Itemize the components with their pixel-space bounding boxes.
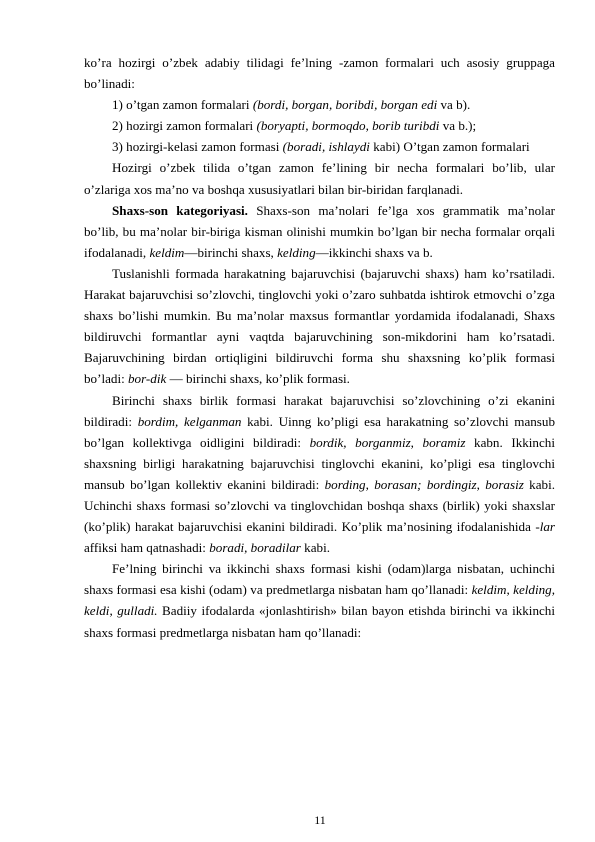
page-number: 11: [314, 813, 326, 827]
document-page: [84, 52, 555, 643]
list-item-present-tense: 2) hozirgi zamon formalari (boryapti, bormoqdo, borib turibdi va b.);: [112, 118, 477, 134]
list-item-present-future-tense: 3) hozirgi-kelasi zamon formasi (boradi, ishlaydi kabi) O’tgan zamon formalari: [112, 139, 530, 155]
list-item-past-tense: 1) o’tgan zamon formalari (bordi, borgan, boribdi, borgan edi va b).: [112, 97, 471, 113]
section-heading: Shaxs-son kategoriyasi.: [112, 202, 248, 218]
paragraph-first-person: Birinchi shaxs birlik formasi harakat bajaruvchisi so’zlovchining o’zi ekanini bildiradi: bordim, kelganman kabi. Uinng ko’pligi esa harakatning so’zlovchi mansub bo’lgan kollektivga oidligini bildiradi: bordik, borganmiz, boramiz kabn. Ikkinchi shaxsning birligi harakatning bajaruvchisi tinglovchi ekanini, ko’pligi esa tinglovchi mansub bo’lgan kollektiv ekanini bildiradi: bording, borasan; bordingiz, borasiz kabi. Uchinchi shaxs formasi so’zlovchi va tinglovchidan boshqa shaxs (birlik) yoki shaxslar (ko’plik) harakat bajaruvchisi ekanini bildiradi. Ko’plik ma’nosining ifodalanishida -lar affiksi ham qatnashadi: boradi, boradilar kabi.: [84, 392, 555, 556]
paragraph-conjugated-form: Tuslanishli formada harakatning bajaruvchisi (bajaruvchi shaxs) ham ko’rsatiladi. Harakat bajaruvchisi so’zlovchi, tinglovchi yoki o’zaro suhbatda ishtirok etmovchi o’zga shaxs bo’lishi mumkin. Bu ma’nolar maxsus formantlar yordamida ifodalanadi, Shaxs bildiruvchi formantlar ayni vaqtda bajaruvchining son-mikdorini ham ko’rsatadi. Bajaruvchining birdan ortiqligini bildiruvchi forma shu shaxsning ko’plik formasi bo’ladi: bor-dik — birinchi shaxs, ko’plik formasi.: [84, 265, 555, 387]
paragraph-past-forms: Hozirgi o’zbek tilida o’tgan zamon fe’lining bir necha formalari bo’lib, ular o’zlariga xos ma’no va boshqa xususiyatlari bilan bir-biridan farqlanadi.: [84, 160, 555, 197]
paragraph-usage: Fe’lning birinchi va ikkinchi shaxs formasi kishi (odam)larga nisbatan, uchinchi shaxs formasi esa kishi (odam) va predmetlarga nisbatan ham qo’llanadi: keldim, kelding, keldi, gulladi. Badiiy ifodalarda «jonlashtirish» bilan bayon etishda birinchi va ikkinchi shaxs formasi predmetlarga nisbatan ham qo’llanadi:: [84, 561, 555, 640]
paragraph-intro: ko’ra hozirgi o’zbek adabiy tilidagi fe’lning -zamon formalari uch asosiy gruppaga bo’linadi:: [84, 55, 555, 92]
paragraph-person-number: Shaxs-son kategoriyasi. Shaxs-son ma’nolari fe’lga xos grammatik ma’nolar bo’lib, bu ma’nolar bir-biriga kisman olinishi mumkin bo’lgan bir necha formalar orqali ifodalanadi, keldim—birinchi shaxs, kelding—ikkinchi shaxs va b.: [84, 202, 555, 260]
